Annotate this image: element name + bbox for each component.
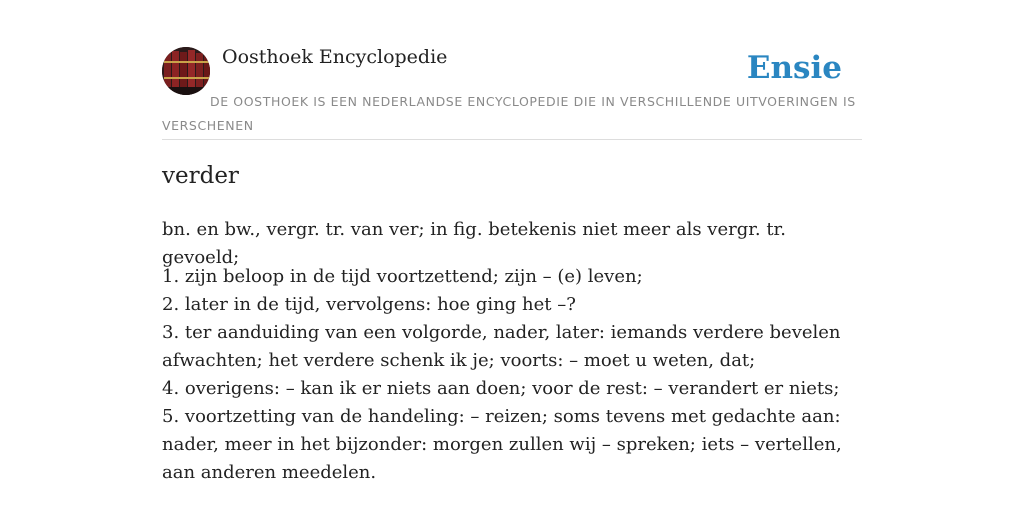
source-title[interactable]: Oosthoek Encyclopedie: [222, 46, 448, 68]
sense-item: 2. later in de tijd, vervolgens: hoe ging het –?: [162, 294, 576, 315]
sense-list: [162, 263, 862, 487]
sense-item: 4. overigens: – kan ik er niets aan doen; voor de rest: – verandert er niets;: [162, 378, 840, 399]
sense-item: 5. voortzetting van de handeling: – reizen; soms tevens met gedachte aan: nader, meer in het bijzonder: morgen zullen wij – spreken; iets – vertellen, aan anderen meedelen.: [162, 406, 842, 483]
divider: [162, 139, 862, 140]
sense-item: 3. ter aanduiding van een volgorde, nader, later: iemands verdere bevelen afwachten; het verdere schenk ik je; voorts: – moet u weten, dat;: [162, 322, 841, 371]
headword: verder: [162, 163, 239, 189]
source-description: DE OOSTHOEK IS EEN NEDERLANDSE ENCYCLOPEDIE DIE IN VERSCHILLENDE UITVOERINGEN IS VERSCHENEN: [162, 94, 856, 133]
encyclopedia-books-icon[interactable]: [162, 47, 210, 95]
entry-card: [162, 0, 862, 512]
sense-item: 1. zijn beloop in de tijd voortzettend; zijn – (e) leven;: [162, 266, 643, 287]
grammar-note: bn. en bw., vergr. tr. van ver; in fig. betekenis niet meer als vergr. tr. gevoeld;: [162, 219, 786, 268]
brand-logo[interactable]: Ensie: [746, 50, 842, 86]
